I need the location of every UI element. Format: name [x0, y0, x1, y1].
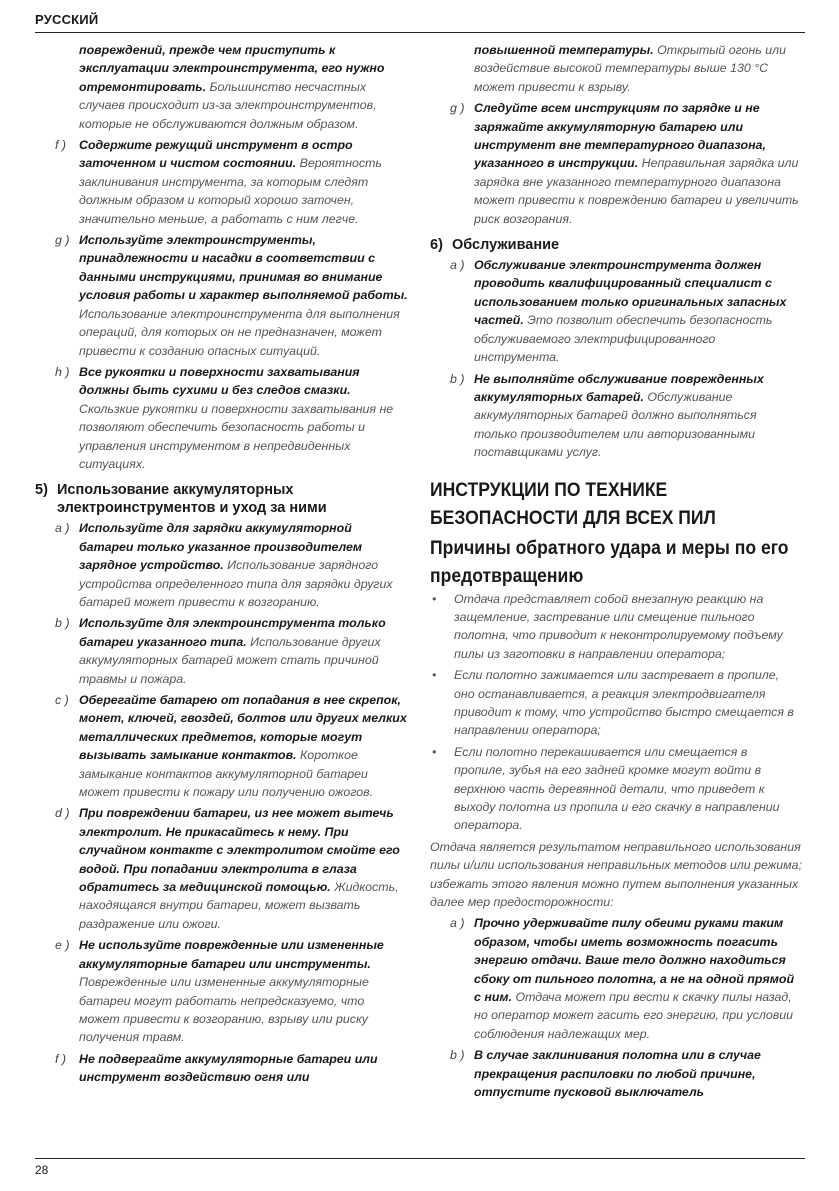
item-label: b ) [55, 616, 70, 631]
item-bold: Не подвергайте аккумуляторные батареи или инструмент воздействию огня или [79, 1051, 378, 1085]
section-number: 6) [430, 237, 443, 254]
list-item [430, 99, 802, 228]
section-title: Обслуживание [452, 237, 560, 254]
list-item [35, 136, 408, 228]
item-bold: При повреждении батареи, из нее может вытечь электролит. Не прикасайтесь к нему. При случайном контакте с электролитом смойте его водой. При попадании электролита в глаза обратитесь за медицинской помощью. [79, 806, 400, 895]
item-bold: Следуйте всем инструкциям по зарядке и не заряжайте аккумуляторную батарею или инструмент вне температурного диапазона, указанного в инструкции. [474, 101, 766, 171]
item-label: c ) [55, 693, 69, 707]
bullet-text: Если полотно зажимается или застревает в пропиле, оно останавливается, а реакция электродвигателя приводит к тому, что устройство быстро смещается в направлении оператора; [454, 668, 794, 738]
list-item [35, 363, 408, 473]
continued-paragraph [35, 41, 408, 133]
cont-text: Большинство несчастных случаев происходит из-за электроинструментов, которые не обслуживаются должным образом. [79, 79, 377, 131]
item-label: g ) [55, 233, 70, 248]
item-bold: Не используйте поврежденные или измененные аккумуляторные батареи или инструменты. [79, 938, 384, 971]
item-text: Жидкость, находящаяся внутри батареи, может вызвать раздражение или ожоги. [79, 880, 399, 931]
continued-paragraph [430, 41, 802, 96]
section-title: Использование аккумуляторных электроинструментов и уход за ними [57, 482, 327, 517]
cont-bold: повышенной температуры. [474, 43, 654, 57]
kickback-paragraph: Отдача является результатом неправильного использования пилы и/или использования неправильных методов или режима; избежать этого явления можно путем выполнения указанных далее мер предосторожности: [430, 839, 803, 910]
item-text: Обслуживание аккумуляторных батарей должно выполняться только производителем или авторизованными поставщиками услуг. [474, 389, 757, 460]
item-label: d ) [55, 806, 70, 821]
item-label: h ) [55, 364, 70, 379]
item-text: Короткое замыкание контактов аккумуляторной батареи может привести к пожару или получению ожогов. [79, 748, 374, 800]
item-text: Неправильная зарядка или зарядка вне указанного температурного диапазона может привести к повреждению батареи и увеличить риск возгорания. [474, 156, 799, 226]
item-bold: Оберегайте батарею от попадания в нее скрепок, монет, ключей, гвоздей, болтов или других мелких металлических предметов, которые могут вызывать замыкание контактов. [79, 693, 407, 763]
bullet-item [430, 590, 802, 664]
item-text: Вероятность заклинивания инструмента, за которым следят должным образом и который хорошо заточен, значительно меньше, а работать с ним легче. [79, 156, 382, 226]
list-item [430, 256, 802, 366]
item-bold: Используйте электроинструменты, принадлежности и насадки в соответствии с данными инструкциями, принимая во внимание условия работы и характер выполняемой работы. [79, 233, 408, 303]
kickback-heading: Причины обратного удара и меры по его предотвращению [430, 536, 789, 587]
item-bold: Все рукоятки и поверхности захватывания должны быть сухими и без следов смазки. [79, 364, 360, 398]
item-label: b ) [450, 371, 465, 386]
section-5-heading [35, 481, 408, 517]
list-item [35, 231, 408, 360]
header-language: РУССКИЙ [35, 12, 99, 27]
list-item [430, 914, 802, 1043]
item-text: Скользкие рукоятки и поверхности захватывания не позволяют обеспечить безопасность работы и управления инструментом в непредвиденных ситуациях. [79, 401, 394, 471]
item-text: Поврежденные или измененные аккумуляторные батареи могут работать непредсказуемо, что может привести к возгоранию, взрыву или риску получения травм. [79, 975, 369, 1045]
item-label: g ) [450, 101, 465, 116]
item-bold: Используйте для электроинструмента только батареи указанного типа. [79, 616, 386, 649]
bullet-item [430, 666, 802, 740]
item-bold: В случае заклинивания полотна или в случае прекращения распиловки по любой причине, отпустите пусковой выключатель [474, 1048, 761, 1100]
list-item [35, 936, 408, 1046]
list-item [430, 370, 802, 462]
left-column [35, 41, 408, 1090]
item-label: a ) [55, 521, 70, 536]
list-item [35, 614, 408, 688]
item-text: Использование электроинструмента для выполнения операций, для которых он не предназначен, может привести к созданию опасных ситуаций. [79, 306, 400, 358]
cont-bold: повреждений, прежде чем приступить к эксплуатации электроинструмента, его нужно отремонтировать. [79, 43, 385, 94]
bullet-dot: • [432, 744, 437, 759]
bullet-text: Отдача представляет собой внезапную реакцию на защемление, застревание или смещение пильного полотна, что приводит к неконтролируемому подъему пилы из заготовки в направлении оператора; [454, 591, 783, 661]
section-number: 5) [35, 482, 48, 499]
footer-rule [35, 1158, 805, 1159]
item-label: e ) [55, 938, 70, 953]
list-item [35, 519, 408, 611]
item-text: Использование зарядного устройства определенного типа для зарядки других батарей может привести к возгоранию. [79, 558, 393, 609]
item-label: f ) [55, 1051, 67, 1066]
bullet-dot: • [432, 591, 437, 606]
list-item [35, 1050, 408, 1087]
right-column [430, 41, 802, 1105]
page-number: 28 [35, 1163, 49, 1177]
item-label: a ) [450, 916, 465, 931]
item-bold: Не выполняйте обслуживание поврежденных аккумуляторных батарей. [474, 371, 764, 404]
item-text: Это позволит обеспечить безопасность обслуживаемого электрифицированного инструмента. [474, 313, 773, 365]
safety-heading: ИНСТРУКЦИИ ПО ТЕХНИКЕ БЕЗОПАСНОСТИ ДЛЯ ВСЕХ ПИЛ [430, 478, 716, 529]
list-item [35, 804, 408, 933]
list-item [35, 691, 408, 801]
item-text: Отдача может при вести к скачку пилы назад, но оператор может гасить его энергию, при условии соблюдения надлежащих мер. [474, 990, 793, 1041]
item-bold: Прочно удерживайте пилу обеими руками таким образом, чтобы иметь возможность погасить энергию отдачи. Ваше тело должно находиться сбоку от пильного полотна, а не на одной прямой с ним. [474, 916, 795, 1005]
item-label: f ) [55, 138, 67, 153]
item-bold: Содержите режущий инструмент в остро заточенном и чистом состоянии. [79, 138, 353, 171]
item-text: Использование других аккумуляторных батарей может стать причиной травмы и пожара. [79, 634, 381, 686]
cont-text: Открытый огонь или воздействие высокой температуры выше 130 °C может привести к взрыву. [474, 43, 787, 94]
header-rule [35, 32, 805, 33]
section-6-heading [430, 236, 802, 254]
bullet-text: Если полотно перекашивается или смещается в пропиле, зубья на его задней кромке могут войти в верхнюю часть деревянной детали, что приведет к выходу полотна из пропила и его скачку в направлении оператора. [454, 744, 780, 833]
bullet-dot: • [432, 668, 437, 683]
list-item [430, 1046, 802, 1101]
item-bold: Обслуживание электроинструмента должен проводить квалифицированный специалист с использованием только оригинальных запасных частей. [474, 258, 787, 328]
item-label: a ) [450, 258, 465, 273]
item-label: b ) [450, 1048, 465, 1063]
item-bold: Используйте для зарядки аккумуляторной батареи только указанное производителем зарядное устройство. [79, 521, 363, 573]
bullet-item [430, 743, 802, 835]
